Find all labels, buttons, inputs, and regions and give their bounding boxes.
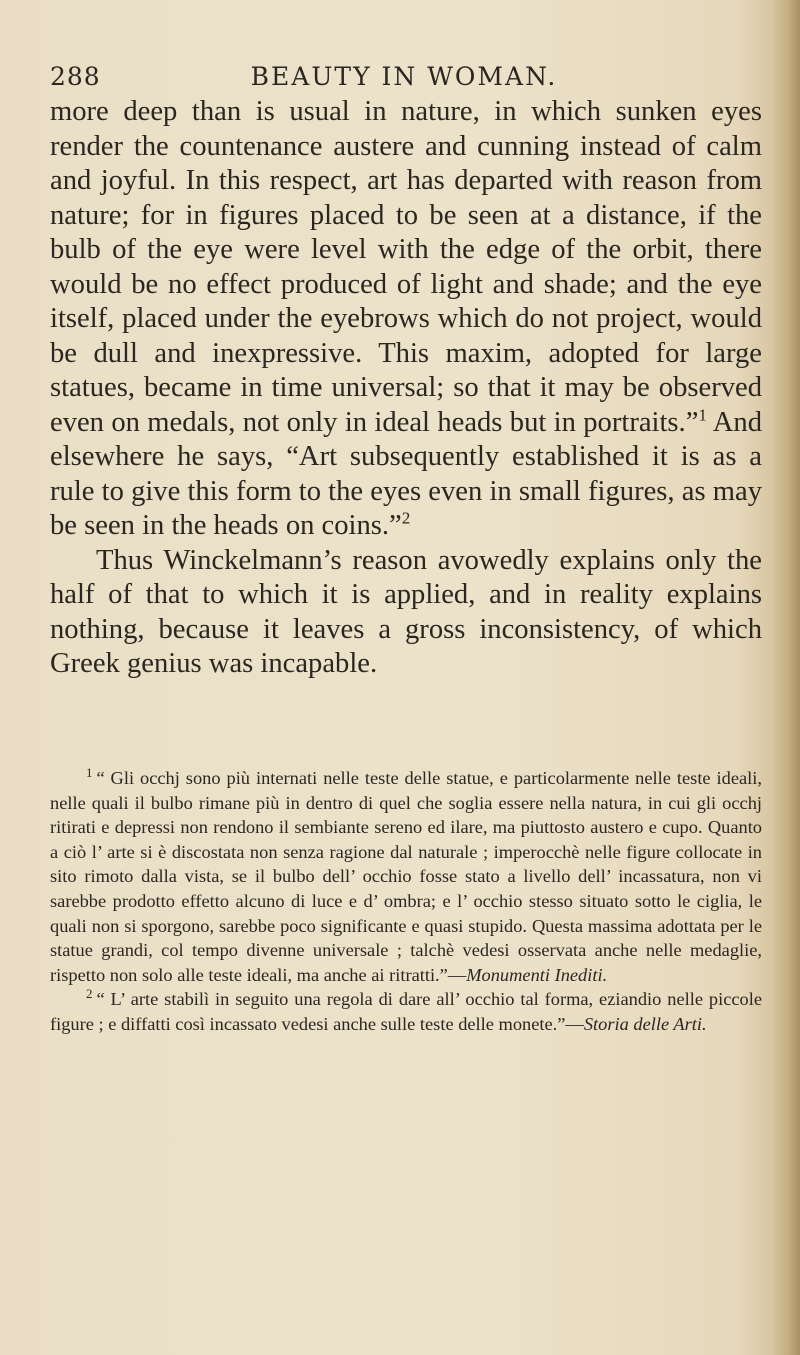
page-header bbox=[50, 62, 758, 98]
footnote-2-mark: 2 bbox=[86, 987, 93, 1002]
paragraph-1-text: more deep than is usual in nature, in which sunken eyes render the countenance austere and cunning instead of calm and joyful. In this respect, art has departed with reason from nature; for in figures placed to be seen at a distance, if the bulb of the eye were level with the edge of the orbit, there would be no effect produced of light and shade; and the eye itself, placed under the eyebrows which do not project, would be dull and inexpressive. This maxim, adopted for large statues, became in time universal; so that it may be observed even on medals, not only in ideal heads but in portraits.” bbox=[50, 96, 762, 438]
footnote-ref-1: 1 bbox=[698, 404, 707, 424]
footnote-1-source: Monumenti Inediti. bbox=[466, 964, 608, 985]
paragraph-2: Thus Winckelmann’s reason avowedly explains only the half of that to which it is applied, and in reality explains nothing, because it leaves a gross inconsistency, of which Greek genius was incapable. bbox=[50, 544, 762, 679]
footnote-2-source: Storia delle Arti. bbox=[583, 1013, 707, 1034]
paragraph-1 bbox=[50, 95, 762, 544]
page-number: 288 bbox=[50, 62, 101, 91]
footnote-2-text: “ L’ arte stabilì in seguito una regola di dare all’ occhio tal forma, eziandio nelle piccole figure ; e diffatti così incassato vedesi anche sulle teste delle monete.”— bbox=[50, 989, 762, 1034]
paragraph-1-continued: And elsewhere he says, “Art subsequently established it is as a rule to give this form to the eyes even in small figures, as may be seen in the heads on coins.” bbox=[50, 406, 762, 541]
page-edge-stain bbox=[772, 0, 800, 1355]
footnote-1-text: “ Gli occhj sono più internati nelle teste delle statue, e particolarmente nelle teste ideali, nelle quali il bulbo rimane più in dentro di quel che soglia essere nella natura, in cui gli occhj ritirati e depressi non rendono il sembiante sereno ed ilare, ma piuttosto austero e cupo. Quanto a ciò l’ arte si è discostata non senza ragione dal naturale ; imperocchè nelle figure collocate in sito rimoto dalla vista, se il bulbo dell’ occhio fosse stato a livello dell’ incassatura, non vi sarebbe prodotto effetto alcuno di luce e d’ ombra; e l’ occhio stesso situato sotto le ciglia, le quali non si sporgono, sarebbe poco significante e quasi stupido. Questa massima adottata per le statue grandi, col tempo divenne universale ; talchè vedesi osservata anche nelle medaglie, rispetto non solo alle teste ideali, ma anche ai ritratti.”— bbox=[50, 768, 762, 985]
footnote-1 bbox=[50, 766, 762, 987]
footnote-1-mark: 1 bbox=[86, 765, 93, 780]
main-text bbox=[50, 95, 762, 682]
footnote-2 bbox=[50, 987, 762, 1036]
running-head: BEAUTY IN WOMAN. bbox=[250, 62, 558, 91]
footnotes bbox=[50, 766, 762, 1037]
footnote-ref-2: 2 bbox=[401, 508, 411, 528]
